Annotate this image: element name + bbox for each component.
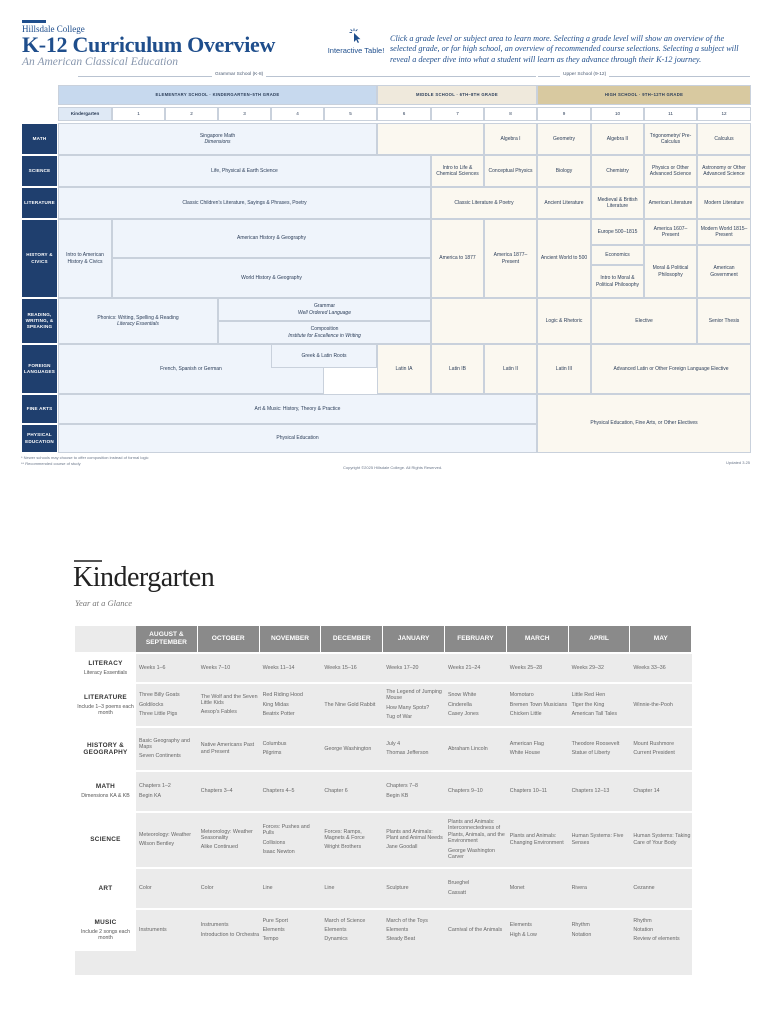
month-header: AUGUST & SEPTEMBER	[136, 626, 198, 652]
grammar-band-line	[78, 76, 536, 77]
month-cell	[198, 869, 260, 909]
literature-9[interactable]: Ancient Literature	[537, 187, 591, 219]
month-header: FEBRUARY	[445, 626, 507, 652]
month-cell	[321, 684, 383, 727]
month-cell	[507, 772, 569, 812]
kindergarten-table	[75, 626, 692, 975]
math-67-empty	[377, 123, 484, 155]
math-8[interactable]: Algebra I	[484, 123, 537, 155]
month-cell	[569, 728, 631, 771]
grade-8[interactable]: 8	[484, 107, 537, 121]
foreign-k4[interactable]: French, Spanish or German	[58, 344, 324, 394]
topic-text: Three Little Pigs	[139, 710, 178, 717]
topic-text: King Midas	[262, 701, 289, 708]
copyright: Copyright ©2025 Hillsdale College. All Rights Reserved.	[343, 465, 443, 470]
month-cell	[260, 869, 322, 909]
section-elementary[interactable]: ELEMENTARY SCHOOL · KINDERGARTEN–5TH GRADE	[58, 85, 377, 105]
month-cell	[136, 910, 198, 952]
reading-9[interactable]: Logic & Rhetoric	[537, 298, 591, 344]
month-cell	[321, 869, 383, 909]
month-cell	[630, 772, 692, 812]
topic-text: Goldilocks	[139, 701, 164, 708]
history-10c[interactable]: Intro to Moral & Political Philosophy	[591, 265, 644, 298]
topic-text: White House	[509, 750, 541, 757]
month-cell	[630, 813, 692, 868]
month-cell	[198, 728, 260, 771]
page-subtitle: An American Classical Education	[22, 56, 178, 68]
topic-text: Isaac Newton	[262, 849, 295, 856]
topic-text: Elements	[509, 922, 532, 929]
month-header: OCTOBER	[198, 626, 260, 652]
grade-2[interactable]: 2	[165, 107, 218, 121]
topic-text: Cezanne	[633, 885, 655, 892]
topic-text: Thomas Jefferson	[386, 750, 429, 757]
subject-resource: Literacy Essentials	[83, 669, 128, 676]
month-cell	[569, 772, 631, 812]
history-american[interactable]: American History & Geography	[112, 219, 431, 258]
history-11a[interactable]: America 1607–Present	[644, 219, 697, 245]
topic-text: Chapter 6	[324, 788, 348, 795]
interactive-label: Interactive Table!	[327, 46, 385, 55]
topic-text: Human Systems: Five Senses	[571, 833, 624, 846]
topic-text: High & Low	[509, 931, 537, 938]
history-12a[interactable]: Modern World 1815–Present	[697, 219, 751, 245]
literature-78[interactable]: Classic Literature & Poetry	[431, 187, 537, 219]
foreign-9[interactable]: Latin III	[537, 344, 591, 394]
topic-text: Aesop's Fables	[200, 709, 237, 716]
topic-text: Three Billy Goats	[139, 692, 180, 699]
reading-grammar-sub: Well Ordered Language	[298, 309, 351, 316]
month-cell	[630, 684, 692, 727]
brand-name: Hillsdale College	[22, 24, 85, 34]
month-cell	[507, 684, 569, 727]
month-cell	[569, 813, 631, 868]
subject-row-header	[75, 728, 136, 771]
month-cell	[383, 772, 445, 812]
subject-name: LITERATURE	[84, 693, 127, 701]
literature-11[interactable]: American Literature	[644, 187, 697, 219]
topic-text: Meteorology: Weather	[139, 831, 192, 838]
topic-text: Steady Beat	[386, 936, 416, 943]
science-9[interactable]: Biology	[537, 155, 591, 187]
kindergarten-title: Kindergarten	[73, 562, 215, 593]
topic-text: Weeks 15–16	[324, 664, 357, 671]
month-cell	[198, 684, 260, 727]
month-cell	[383, 654, 445, 683]
topic-text: Begin KB	[386, 792, 409, 799]
subject-row-header	[75, 654, 136, 683]
reading-k2[interactable]	[58, 298, 218, 344]
topic-text: July 4	[386, 740, 401, 747]
topic-text: Meteorology: Weather Seasonality	[200, 828, 253, 842]
foreign-1012[interactable]: Advanced Latin or Other Foreign Language Elective	[591, 344, 751, 394]
month-cell	[136, 813, 198, 868]
topic-text: Basic Geography and Maps	[139, 737, 190, 751]
subject-name: ART	[98, 884, 113, 892]
topic-text: Elements	[386, 927, 409, 934]
math-k5-sub: Dimensions	[204, 139, 231, 145]
reading-12[interactable]: Senior Thesis	[697, 298, 751, 344]
grammar-band-label: Grammar School (K-8)	[212, 72, 266, 77]
month-cell	[507, 654, 569, 683]
section-high[interactable]: HIGH SCHOOL · 9TH–12TH GRADE	[537, 85, 751, 105]
topic-text: Chapters 1–2	[139, 783, 171, 790]
month-cell	[383, 684, 445, 727]
topic-text: Weeks 7–10	[200, 664, 231, 671]
foreign-6[interactable]: Latin IA	[377, 344, 431, 394]
topic-text: Plants and Animals: Changing Environment	[509, 833, 564, 846]
topic-text: Notation	[633, 927, 654, 934]
month-cell	[260, 772, 322, 812]
topic-text: Chapters 7–8	[386, 783, 418, 790]
month-cell	[507, 728, 569, 771]
topic-text: Plants and Animals: Interconnectedness of Plants, Animals, and the Environment	[448, 819, 505, 845]
subject-math[interactable]: MATH	[21, 123, 58, 155]
topic-text: American Flag	[509, 740, 544, 747]
footnote-2: ** Recommended course of study	[21, 461, 81, 466]
topic-text: Brueghel	[448, 880, 470, 887]
subject-fine-arts[interactable]: FINE ARTS	[21, 394, 58, 424]
history-9[interactable]: Ancient World to 500	[537, 219, 591, 298]
topic-text: Color	[200, 885, 214, 892]
month-cell	[383, 728, 445, 771]
intro-text: Click a grade level or subject area to learn more. Selecting a grade level will show an overview of the selected grade, or for high school, an overview of recommended course selections. Selecting a subject will reveal a deeper dive into what a student will learn as they advance through their K-12 journey.	[390, 34, 739, 64]
grade-5[interactable]: 5	[324, 107, 377, 121]
topic-text: Snow White	[448, 692, 477, 699]
month-cell	[507, 910, 569, 952]
topic-text: Weeks 33–36	[633, 664, 666, 671]
month-cell	[383, 869, 445, 909]
month-cell	[569, 654, 631, 683]
topic-text: Cassatt	[448, 889, 466, 896]
topic-text: Chapters 10–11	[509, 788, 548, 795]
header	[22, 20, 752, 70]
topic-text: Line	[324, 885, 335, 892]
month-cell	[198, 910, 260, 952]
subject-name: MUSIC	[94, 919, 117, 927]
science-10[interactable]: Chemistry	[591, 155, 644, 187]
topic-text: Abraham Lincoln	[448, 745, 488, 752]
topic-text: Review of elements	[633, 936, 680, 943]
topic-text: Little Red Hen	[571, 692, 606, 699]
month-cell	[321, 654, 383, 683]
month-cell	[198, 772, 260, 812]
topic-text: Wilson Bentley	[139, 841, 175, 848]
topic-text: Native Americans Past and Present	[200, 742, 255, 755]
topic-text: Instruments	[139, 927, 167, 934]
month-cell	[445, 728, 507, 771]
brand-bar	[22, 20, 46, 23]
topic-text: Chapters 9–10	[448, 788, 483, 795]
month-cell	[321, 813, 383, 868]
science-8[interactable]: Conceptual Physics	[484, 155, 537, 187]
grade-9[interactable]: 9	[537, 107, 591, 121]
topic-text: Statue of Liberty	[571, 750, 611, 757]
topic-text: Tiger the King	[571, 701, 605, 708]
topic-text: Current President	[633, 750, 675, 757]
month-cell	[260, 910, 322, 952]
updated-date: Updated 3.25	[726, 460, 751, 465]
pe-k8[interactable]: Physical Education	[58, 424, 537, 453]
topic-text: How Many Spots?	[386, 704, 430, 711]
literature-12[interactable]: Modern Literature	[697, 187, 751, 219]
topic-text: The Wolf and the Seven Little Kids	[200, 693, 258, 707]
month-cell	[445, 869, 507, 909]
topic-text: Winnie-the-Pooh	[633, 701, 673, 708]
month-cell	[445, 684, 507, 727]
month-cell	[260, 813, 322, 868]
science-k6[interactable]: Life, Physical & Earth Science	[58, 155, 431, 187]
month-cell	[445, 910, 507, 952]
subject-pe[interactable]: PHYSICAL EDUCATION	[21, 424, 58, 453]
grade-6[interactable]: 6	[377, 107, 431, 121]
month-header: DECEMBER	[321, 626, 383, 652]
grade-7[interactable]: 7	[431, 107, 484, 121]
subject-foreign[interactable]: FOREIGN LANGUAGES	[21, 344, 58, 394]
history-12b[interactable]: American Government	[697, 245, 751, 298]
month-cell	[630, 654, 692, 683]
math-k5-title: Singapore Math	[199, 132, 236, 139]
reading-composition-sub: Institute for Excellence in Writing	[288, 332, 361, 339]
grade-4[interactable]: 4	[271, 107, 324, 121]
topic-text: Weeks 21–24	[448, 664, 481, 671]
topic-text: The Nine Gold Rabbit	[324, 701, 376, 708]
grade-12[interactable]: 12	[697, 107, 751, 121]
month-header: NOVEMBER	[260, 626, 322, 652]
month-cell	[507, 869, 569, 909]
subject-resource: Include 2 songs each month	[80, 929, 131, 942]
reading-k2-title: Phonics: Writing, Spelling & Reading	[97, 314, 179, 321]
month-cell	[136, 772, 198, 812]
topic-text: Chapters 4–5	[262, 788, 295, 795]
footnote-1: * Newer schools may choose to offer composition instead of formal logic	[21, 455, 149, 460]
cursor-click-icon	[348, 28, 364, 44]
topic-text: Jane Goodall	[386, 844, 418, 851]
topic-text: Line	[262, 885, 273, 892]
month-header: APRIL	[569, 626, 631, 652]
topic-text: Monet	[509, 885, 525, 892]
topic-text: Chapters 12–13	[571, 788, 610, 795]
topic-text: Instruments	[200, 922, 229, 929]
topic-text: Forces: Ramps, Magnets & Force	[324, 828, 365, 842]
topic-text: Introduction to Orchestra	[200, 931, 260, 938]
topic-text: Wright Brothers	[324, 844, 362, 851]
month-cell	[321, 910, 383, 952]
high-arts-pe[interactable]: Physical Education, Fine Arts, or Other Electives	[537, 394, 751, 453]
grade-3[interactable]: 3	[218, 107, 271, 121]
foreign-roots[interactable]: Greek & Latin Roots	[271, 344, 377, 368]
topic-text: Tempo	[262, 936, 279, 943]
month-cell	[383, 910, 445, 952]
reading-composition-title: Composition	[310, 326, 339, 333]
subject-name: MATH	[95, 783, 116, 791]
math-10[interactable]: Algebra II	[591, 123, 644, 155]
subject-row-header	[75, 869, 136, 909]
topic-text: Begin KA	[139, 792, 162, 799]
month-header: MAY	[630, 626, 692, 652]
subject-reading[interactable]: READING, WRITING, & SPEAKING	[21, 298, 58, 344]
topic-text: Seven Continents	[139, 753, 181, 760]
topic-text: Weeks 29–32	[571, 664, 604, 671]
month-cell	[507, 813, 569, 868]
topic-text: Weeks 25–28	[509, 664, 543, 671]
topic-text: Human Systems: Taking Care of Your Body	[633, 833, 691, 846]
topic-text: American Tall Tales	[571, 710, 618, 717]
topic-text: Momotaro	[509, 692, 534, 699]
month-cell	[260, 728, 322, 771]
math-9[interactable]: Geometry	[537, 123, 591, 155]
subject-resource: Include 1–3 poems each month	[77, 703, 134, 716]
reading-1011[interactable]: Elective	[591, 298, 697, 344]
upper-band-label: Upper School (9-12)	[560, 72, 609, 77]
topic-text: Rhythm	[571, 922, 590, 929]
topic-text: Columbus	[262, 740, 287, 747]
foreign-7[interactable]: Latin IB	[431, 344, 484, 394]
curriculum-grid	[21, 85, 751, 453]
topic-text: Pure Sport	[262, 917, 288, 924]
topic-text: Mount Rushmore	[633, 740, 675, 747]
history-k[interactable]: Intro to American History & Civics	[58, 219, 112, 298]
topic-text: Chapters 3–4	[200, 788, 233, 795]
subject-resource: Dimensions KA & KB	[81, 793, 130, 800]
math-k5[interactable]	[58, 123, 377, 155]
topic-text: March of the Toys	[386, 917, 428, 924]
history-10b[interactable]: Economics	[591, 245, 644, 265]
grade-k[interactable]: Kindergarten	[58, 107, 112, 121]
topic-text: George Washington Carver	[448, 847, 495, 861]
topic-text: Theodore Roosevelt	[571, 740, 620, 747]
topic-text: The Legend of Jumping Mouse	[386, 688, 442, 702]
topic-text: Elements	[324, 927, 347, 934]
month-header: JANUARY	[383, 626, 445, 652]
topic-text: Weeks 11–14	[262, 664, 295, 671]
kindergarten-subtitle: Year at a Glance	[75, 598, 133, 608]
topic-text: Plants and Animals: Plant and Animal Needs	[386, 828, 443, 842]
science-11[interactable]: Physics or Other Advanced Science	[644, 155, 697, 187]
topic-text: Rivera	[571, 885, 587, 892]
page-title: K-12 Curriculum Overview	[22, 32, 276, 57]
topic-text: Rhythm	[633, 917, 652, 924]
math-12[interactable]: Calculus	[697, 123, 751, 155]
month-cell	[136, 869, 198, 909]
topic-text: Color	[139, 885, 152, 892]
literature-10[interactable]: Medieval & British Literature	[591, 187, 644, 219]
month-cell	[383, 813, 445, 868]
history-11b[interactable]: Moral & Political Philosophy	[644, 245, 697, 298]
history-world[interactable]: World History & Geography	[112, 258, 431, 298]
month-cell	[630, 869, 692, 909]
month-cell	[260, 684, 322, 727]
month-cell	[136, 728, 198, 771]
topic-text: Casey Jones	[448, 710, 479, 717]
reading-k2-sub: Literacy Essentials	[117, 321, 159, 327]
month-cell	[445, 654, 507, 683]
subject-name: SCIENCE	[90, 836, 121, 844]
topic-text: Forces: Pushes and Pulls	[262, 823, 310, 837]
history-10a[interactable]: Europe 500–1815	[591, 219, 644, 245]
topic-text: Red Riding Hood	[262, 692, 303, 699]
subject-history[interactable]: HISTORY & CIVICS	[21, 219, 58, 298]
topic-text: Notation	[571, 931, 592, 938]
month-cell	[198, 654, 260, 683]
topic-text: Chapter 14	[633, 788, 660, 795]
month-cell	[445, 813, 507, 868]
literature-k6[interactable]: Classic Children's Literature, Sayings & Phrases, Poetry	[58, 187, 431, 219]
topic-text: Dynamics	[324, 936, 348, 943]
topic-text: Collisions	[262, 839, 286, 846]
month-cell	[630, 910, 692, 952]
interactive-table-badge	[324, 28, 388, 55]
month-cell	[198, 813, 260, 868]
topic-text: March of Science	[324, 917, 366, 924]
reading-grammar[interactable]	[218, 298, 431, 321]
month-cell	[445, 772, 507, 812]
math-11[interactable]: Trigonometry/ Pre-Calculus	[644, 123, 697, 155]
month-cell	[260, 654, 322, 683]
reading-grammar-title: Grammar	[313, 303, 336, 310]
foreign-8[interactable]: Latin II	[484, 344, 537, 394]
subject-row-header	[75, 813, 136, 868]
grade-10[interactable]: 10	[591, 107, 644, 121]
subject-row-header	[75, 684, 136, 727]
topic-text: George Washington	[324, 745, 372, 752]
topic-text: Bremen Town Musicians	[509, 701, 568, 708]
topic-text: Cinderella	[448, 701, 472, 708]
month-cell	[136, 654, 198, 683]
month-cell	[569, 684, 631, 727]
grade-1[interactable]: 1	[112, 107, 165, 121]
subject-name: LITERACY	[88, 659, 123, 667]
topic-text: Chicken Little	[509, 710, 542, 717]
topic-text: Weeks 17–20	[386, 664, 419, 671]
month-header: MARCH	[507, 626, 569, 652]
topic-text: Sculpture	[386, 885, 409, 892]
science-7[interactable]: Intro to Life & Chemical Sciences	[431, 155, 484, 187]
topic-text: Alike Continued	[200, 844, 238, 851]
reading-78-empty	[431, 298, 537, 344]
subject-row-header	[75, 910, 136, 952]
subject-name: HISTORY & GEOGRAPHY	[83, 741, 128, 756]
month-cell	[569, 869, 631, 909]
month-cell	[569, 910, 631, 952]
month-cell	[136, 684, 198, 727]
topic-text: Elements	[262, 927, 285, 934]
fine-arts-k8[interactable]: Art & Music: History, Theory & Practice	[58, 394, 537, 424]
topic-text: Weeks 1–6	[139, 664, 166, 671]
subject-literature[interactable]: LITERATURE	[21, 187, 58, 219]
subject-row-header	[75, 772, 136, 812]
history-7[interactable]: America to 1877	[431, 219, 484, 298]
topic-text: Pilgrims	[262, 750, 282, 757]
section-middle[interactable]: MIDDLE SCHOOL · 6TH–8TH GRADE	[377, 85, 537, 105]
month-cell	[630, 728, 692, 771]
reading-composition[interactable]	[218, 321, 431, 344]
topic-text: Beatrix Potter	[262, 710, 295, 717]
month-cell	[321, 772, 383, 812]
month-cell	[321, 728, 383, 771]
topic-text: Carnival of the Animals	[448, 927, 503, 934]
science-12[interactable]: Astronomy or Other Advanced Science	[697, 155, 751, 187]
subject-science[interactable]: SCIENCE	[21, 155, 58, 187]
topic-text: Tug of War	[386, 714, 412, 721]
grade-11[interactable]: 11	[644, 107, 697, 121]
history-8[interactable]: America 1877–Present	[484, 219, 537, 298]
